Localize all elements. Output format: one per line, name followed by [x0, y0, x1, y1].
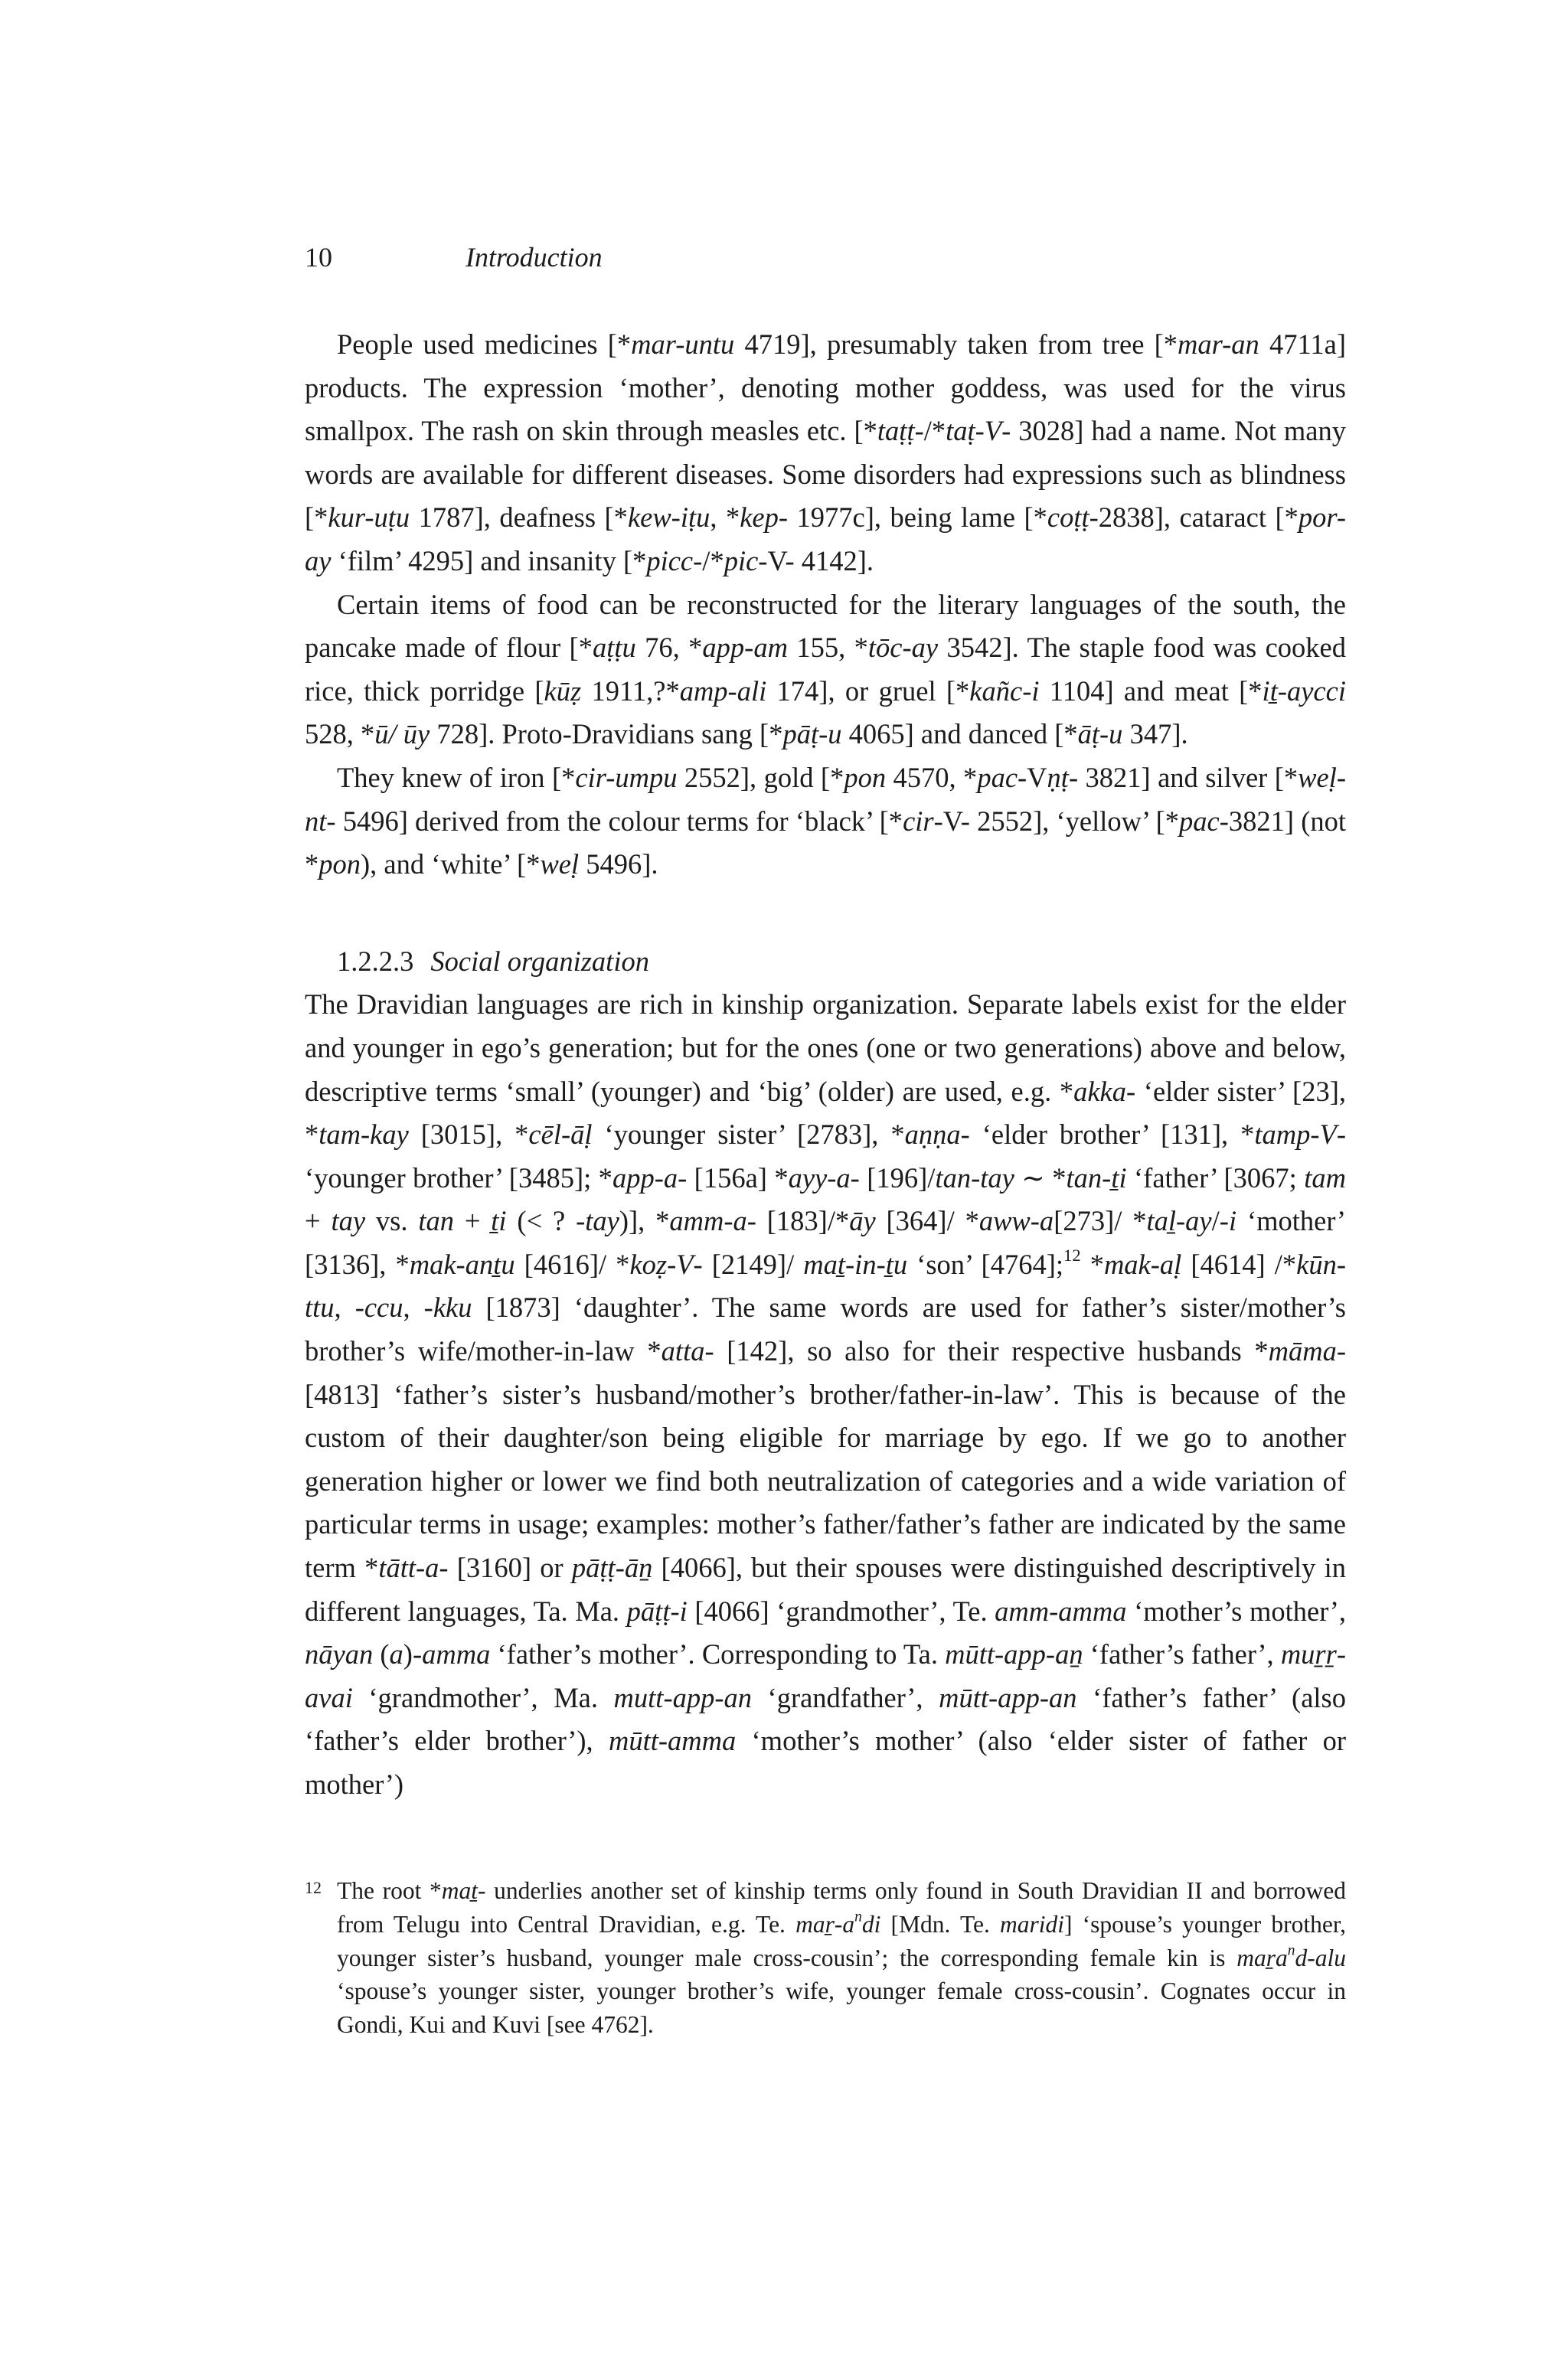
subsection-heading — [305, 940, 1346, 984]
footnote-marker: 12 — [305, 1878, 322, 1897]
paragraph-food: Certain items of food can be reconstructed for the literary languages of the south, the pancake made of flour [*aṭṭu 76, *app-am 155, *tōc-ay 3542]. The staple food was cooked rice, thick porridge [kūẓ 1911,?*amp-ali 174], or gruel [*kañc-i 1104] and meat [*iṯ-aycci 528, *ū/ ūy 728]. Proto-Dravidians sang [*pāṭ-u 4065] and danced [*āṭ-u 347]. — [305, 588, 1347, 750]
main-content — [305, 323, 1346, 1807]
paragraph-kinship: The Dravidian languages are rich in kinship organization. Separate labels exist for the elder and younger in ego’s generation; but for the ones (one or two generations) above and below, descriptive terms ‘small’ (younger) and ‘big’ (older) are used, e.g. *akka- ‘elder sister’ [23], *tam-kay [3015], *cēl-āḷ ‘younger sister’ [2783], *aṇṇa- ‘elder brother’ [131], *tamp-V- ‘younger brother’ [3485]; *app-a- [156a] *ayy-a- [196]/tan-tay ∼ *tan-ṯi ‘father’ [3067; tam + tay vs. tan + ṯi (< ? -tay)], *amm-a- [183]/*āy [364]/ *aww-a[273]/ *taḻ-ay/-i ‘mother’ [3136], *mak-anṯu [4616]/ *koẓ-V- [2149]/ maṯ-in-ṯu ‘son’ [4764];$^{12}$ *mak-aḷ [4614] /*kūn-ttu, -ccu, -kku [1873] ‘daughter’. The same words are used for father’s sister/mother’s brother’s wife/mother-in-law *atta- [142], so also for their respective husbands *māma- [4813] ‘father’s sister’s husband/mother’s brother/father-in-law’. This is because of the custom of their daughter/son being eligible for marriage by ego. If we go to another generation higher or lower we find both neutralization of categories and a wide variation of particular terms in usage; examples: mother’s father/father’s father are indicated by the same term *tātt-a- [3160] or pāṭṭ-āṉ [4066], but their spouses were distinguished descriptively in different languages, Ta. Ma. pāṭṭ-i [4066] ‘grandmother’, Te. amm-amma ‘mother’s mother’, nāyan (a)-amma ‘father’s mother’. Corresponding to Ta. mūtt-app-aṉ ‘father’s father’, muṟṟ-avai ‘grandmother’, Ma. mutt-app-an ‘grandfather’, mūtt-app-an ‘father’s father’ (also ‘father’s elder brother’), mūtt-amma ‘mother’s mother’ (also ‘elder sister of father or mother’) — [305, 988, 1347, 1800]
page-header — [305, 239, 1346, 276]
subsection-title: Social organization — [430, 945, 649, 977]
subsection-number: 1.2.2.3 — [337, 945, 414, 977]
page-number: 10 — [305, 242, 332, 273]
footnote-text: The root *maṯ- underlies another set of kinship terms only found in South Dravidian II and borrowed from Telugu into Central Dravidian, e.g. Te. maṟ-$a^ndi$ [Mdn. Te. maridi] ‘spouse’s younger brother, younger sister’s husband, younger male cross-cousin’; the corresponding female kin is maṟa$^n$d-alu ‘spouse’s younger sister, younger brother’s wife, younger female cross-cousin’. Cognates occur in Gondi, Kui and Kuvi [see 4762]. — [337, 1877, 1347, 2039]
footnote — [305, 1874, 1346, 2066]
paragraph-metals: They knew of iron [*cir-umpu 2552], gold [*pon 4570, *pac-Vṇṭ- 3821] and silver [*weḷ-nt- 5496] derived from the colour terms for ‘black’ [*cir-V- 2552], ‘yellow’ [*pac-3821] (not *pon), and ‘white’ [*weḷ 5496]. — [305, 761, 1346, 880]
running-title: Introduction — [466, 242, 603, 273]
paragraph-medicine: People used medicines [*mar-untu 4719], presumably taken from tree [*mar-an 4711a] products. The expression ‘mother’, denoting mother goddess, was used for the virus smallpox. The rash on skin through measles etc. [*taṭṭ-/*taṭ-V- 3028] had a name. Not many words are available for different diseases. Some disorders had expressions such as blindness [*kur-uṭu 1787], deafness [*kew-iṭu, *kep- 1977c], being lame [*coṭṭ-2838], cataract [*por-ay ‘film’ 4295] and insanity [*picc-/*pic-V- 4142]. — [305, 328, 1347, 576]
